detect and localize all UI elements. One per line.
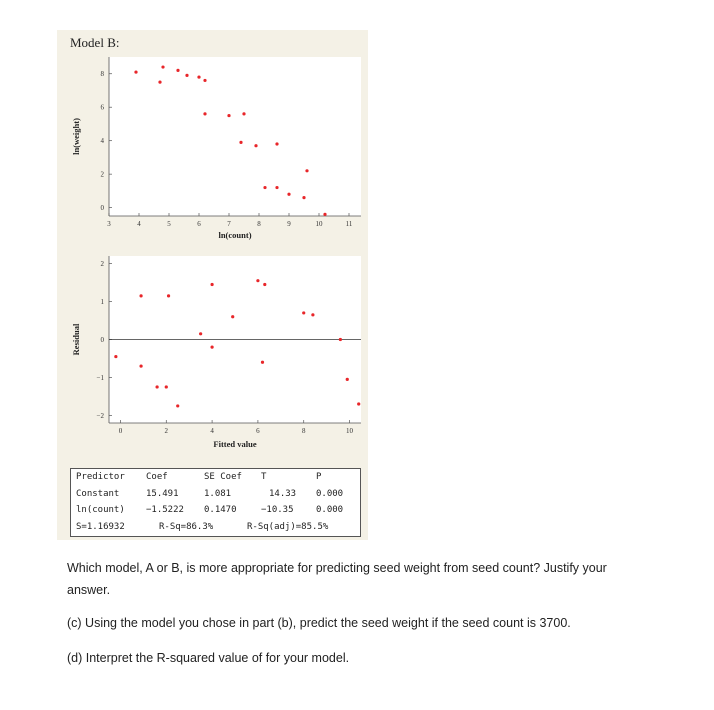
x-axis-title: ln(count) xyxy=(218,230,252,240)
y-axis-title: ln(weight) xyxy=(71,118,81,155)
x-tick-label: 6 xyxy=(256,427,260,435)
regression-output-table xyxy=(70,468,361,537)
data-point xyxy=(231,315,234,318)
header-t: T xyxy=(261,472,267,482)
row-constant-predictor: Constant xyxy=(76,489,120,499)
data-point xyxy=(210,283,213,286)
data-point xyxy=(197,75,200,78)
data-point xyxy=(203,112,206,115)
residual-plot-chart xyxy=(57,250,368,460)
x-tick-label: 9 xyxy=(287,220,291,228)
y-tick-label: −1 xyxy=(96,373,104,382)
y-tick-label: −2 xyxy=(96,411,104,420)
data-point xyxy=(275,142,278,145)
plot-area xyxy=(109,57,361,216)
x-tick-label: 10 xyxy=(315,220,323,228)
data-point xyxy=(227,114,230,117)
data-point xyxy=(139,294,142,297)
data-point xyxy=(357,402,360,405)
row-constant-p: 0.000 xyxy=(316,489,344,499)
data-point xyxy=(134,70,137,73)
y-tick-label: 0 xyxy=(100,204,104,213)
header-se-coef: SE Coef xyxy=(204,472,242,482)
data-point xyxy=(275,186,278,189)
x-axis-title: Fitted value xyxy=(213,439,257,449)
data-point xyxy=(302,311,305,314)
data-point xyxy=(242,112,245,115)
data-point xyxy=(139,364,142,367)
x-tick-label: 7 xyxy=(227,220,231,228)
data-point xyxy=(263,186,266,189)
summary-s: S=1.16932 xyxy=(76,522,125,532)
data-point xyxy=(305,169,308,172)
data-point xyxy=(339,338,342,341)
x-tick-label: 8 xyxy=(257,220,261,228)
data-point xyxy=(287,193,290,196)
data-point xyxy=(263,283,266,286)
row-lncount-coef: −1.5222 xyxy=(146,505,184,515)
data-point xyxy=(114,355,117,358)
summary-r-sq: R-Sq=86.3% xyxy=(159,522,214,532)
row-constant-se: 1.081 xyxy=(204,489,232,499)
data-point xyxy=(239,141,242,144)
data-point xyxy=(254,144,257,147)
data-point xyxy=(261,361,264,364)
data-point xyxy=(256,279,259,282)
row-lncount-t: −10.35 xyxy=(261,505,294,515)
data-point xyxy=(165,385,168,388)
data-point xyxy=(311,313,314,316)
data-point xyxy=(346,378,349,381)
y-tick-label: 2 xyxy=(100,170,104,179)
question-b-line2: answer. xyxy=(67,583,111,597)
y-tick-label: 8 xyxy=(100,70,104,79)
row-lncount-predictor: ln(count) xyxy=(76,505,125,515)
data-point xyxy=(176,404,179,407)
scatterplot-chart xyxy=(57,55,368,250)
summary-r-sq-adj: R-Sq(adj)=85.5% xyxy=(247,522,329,532)
x-tick-label: 4 xyxy=(137,220,141,228)
data-point xyxy=(323,213,326,216)
data-point xyxy=(199,332,202,335)
data-point xyxy=(210,345,213,348)
x-tick-label: 11 xyxy=(345,220,353,228)
model-label: Model B: xyxy=(70,35,120,50)
x-tick-label: 10 xyxy=(346,427,354,435)
question-d: (d) Interpret the R-squared value of for your model. xyxy=(67,651,350,665)
header-p: P xyxy=(316,472,322,482)
question-c: (c) Using the model you chose in part (b), predict the seed weight if the seed count is 3700. xyxy=(67,616,571,630)
data-point xyxy=(176,69,179,72)
data-point xyxy=(156,385,159,388)
data-point xyxy=(167,294,170,297)
data-point xyxy=(302,196,305,199)
data-point xyxy=(161,65,164,68)
row-lncount-se: 0.1470 xyxy=(204,505,237,515)
x-tick-label: 4 xyxy=(210,427,214,435)
question-b-line1: Which model, A or B, is more appropriate for predicting seed weight from seed count? Justify your xyxy=(67,561,607,575)
x-tick-label: 0 xyxy=(118,427,123,435)
y-tick-label: 1 xyxy=(100,298,104,307)
x-tick-label: 5 xyxy=(167,220,171,228)
y-tick-label: 0 xyxy=(100,336,104,344)
data-point xyxy=(203,79,206,82)
x-tick-label: 2 xyxy=(164,427,169,435)
row-constant-coef: 15.491 xyxy=(146,489,179,499)
header-predictor: Predictor xyxy=(76,472,125,482)
row-lncount-p: 0.000 xyxy=(316,505,344,515)
data-point xyxy=(158,81,161,84)
y-tick-label: 4 xyxy=(100,137,104,146)
y-tick-label: 2 xyxy=(100,260,104,269)
x-tick-label: 8 xyxy=(301,427,306,435)
row-constant-t: 14.33 xyxy=(269,489,297,499)
header-coef: Coef xyxy=(146,472,168,482)
x-tick-label: 6 xyxy=(197,220,201,228)
y-tick-label: 6 xyxy=(100,103,104,112)
data-point xyxy=(185,74,188,77)
y-axis-title: Residual xyxy=(71,323,81,356)
x-tick-label: 3 xyxy=(107,220,111,228)
